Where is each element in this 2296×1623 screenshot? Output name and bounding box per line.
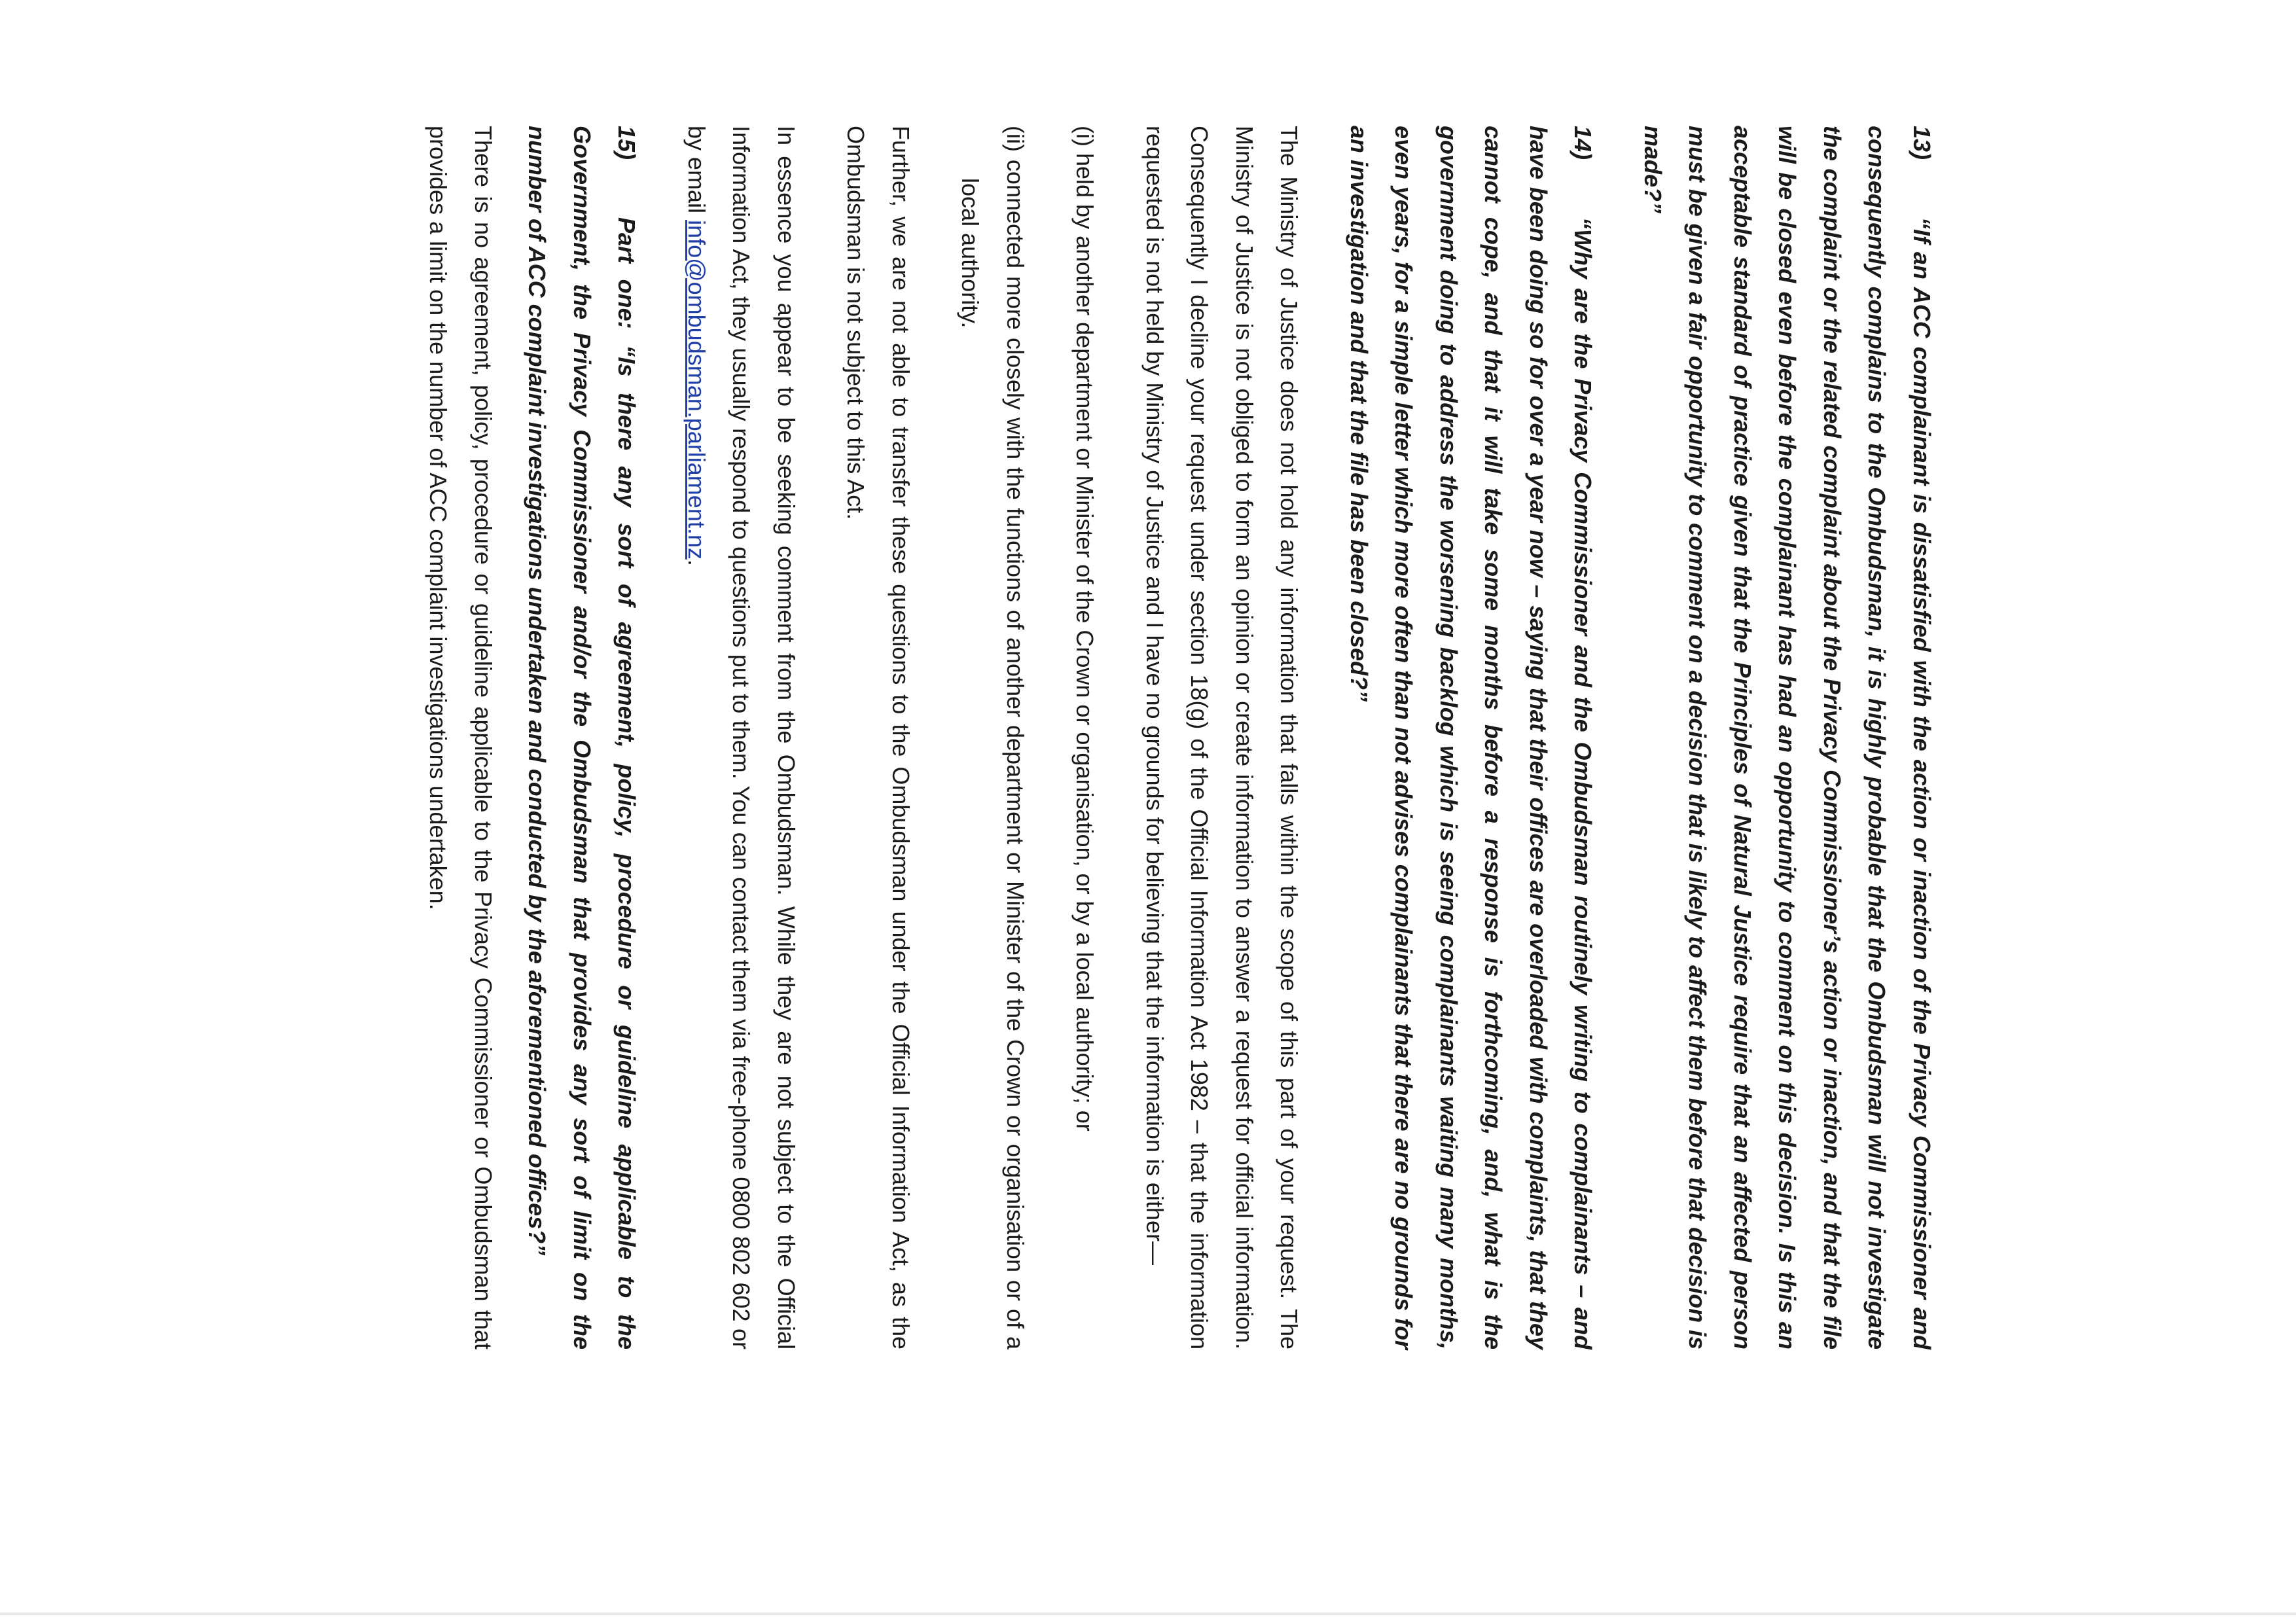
question-number: 15) xyxy=(613,126,641,160)
question-13 xyxy=(1630,126,1945,1349)
list-item-ii: (ii) connected more closely with the functions of another department or Minister of the Crown or organisation or of a local authority. xyxy=(957,126,1029,1349)
essence-text: In essence you appear to be seeking comment from the Ombudsman. While they are not subject to the Official Information Act, they usually respond to questions put to them. You can contact them via free-phone 0800 802 602 or by email xyxy=(683,126,800,1349)
essence-end: . xyxy=(683,559,710,566)
list-item-i: (i) held by another department or Minister of the Crown or organisation, or by a local authority; or xyxy=(1071,126,1099,1132)
question-part-label: Part one: xyxy=(613,217,641,329)
question-number: 14) xyxy=(1570,126,1597,160)
ombudsman-email-link[interactable]: info@ombudsman.parliament.nz xyxy=(683,220,710,560)
question-text: “Is there any sort of agreement, policy, procedure or guideline applicable to the Government, the Privacy Commissioner and/or the Ombudsman that provides any sort of limit on the number of ACC complaint investigations undertaken and conducted by the aforementioned offices?” xyxy=(524,126,641,1349)
response-14: The Ministry of Justice does not hold any information that falls within the scope of this part of your request. The Ministry of Justice is not obliged to form an opinion or create information to answer a request for official information. Consequently I decline your request under section 18(g) of the Official Information Act 1982 – that the information requested is not held by Ministry of Justice and I have no grounds for believing that the information is either— xyxy=(1141,126,1303,1349)
essence-paragraph xyxy=(674,126,809,1349)
rotated-document-page xyxy=(425,126,1944,1349)
question-text: “If an ACC complainant is dissatisfied with the action or inaction of the Privacy Commissioner and consequently complains to the Ombudsman, it is highly probable that the Ombudsman will not investigate the complaint or the related complaint about the Privacy Commissioner’s action or inaction, and that the file will be closed even before the complainant has had an opportunity to comment on this decision. Is this an acceptable standard of practice given that the Principles of Natural Justice require that an affected person must be given a fair opportunity to comment on a decision that is likely to affect them before that decision is made?” xyxy=(1640,126,1935,1349)
question-14 xyxy=(1336,126,1605,1349)
further-paragraph: Further, we are not able to transfer these questions to the Ombudsman under the Official Information Act, as the Ombudsman is not subject to this Act. xyxy=(842,126,914,1349)
question-number: 13) xyxy=(1909,126,1935,160)
response-15: There is no agreement, policy, procedure or guideline applicable to the Privacy Commissioner or Ombudsman that provides a limit on the number of ACC complaint investigations undertaken. xyxy=(425,126,497,1349)
question-text: “Why are the Privacy Commissioner and the Ombudsman routinely writing to complainants – and have been doing so for over a year now – saying that their offices are overloaded with complaints, that they cannot cope, and that it will take some months before a response is forthcoming, and, what is the government doing to address the worsening backlog which is seeing complainants waiting many months, even years, for a simple letter which more often than not advises complainants that there are no grounds for an investigation and that the file has been closed?” xyxy=(1346,126,1597,1349)
scan-edge-line xyxy=(0,1613,2296,1615)
question-15 xyxy=(514,126,649,1349)
